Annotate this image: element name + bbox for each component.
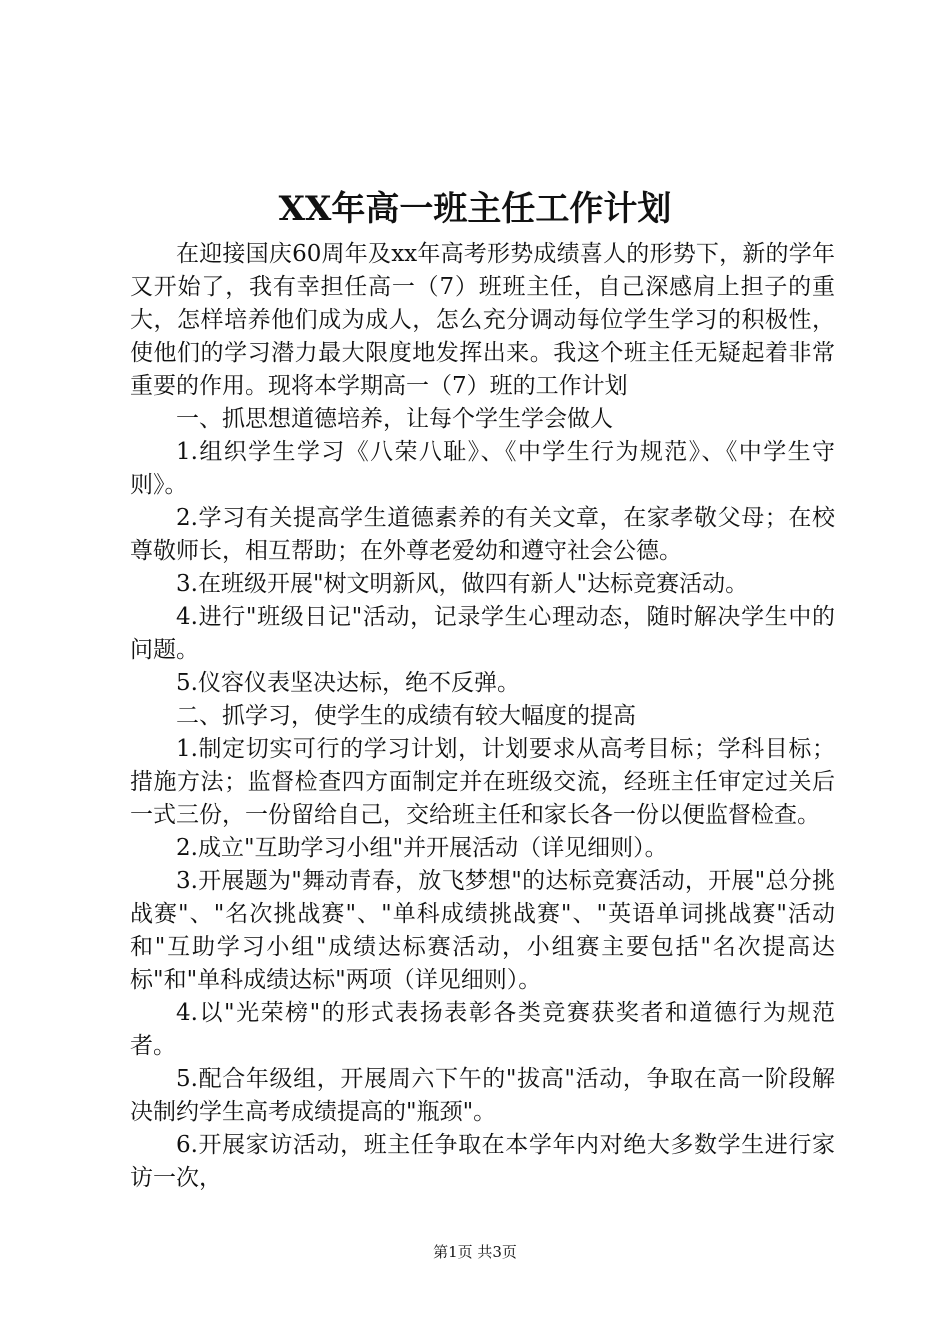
list-item: 6.开展家访活动，班主任争取在本学年内对绝大多数学生进行家访一次， [130,1132,835,1191]
list-item: 4.进行"班级日记"活动，记录学生心理动态，随时解决学生中的问题。 [130,604,835,663]
list-item: 2.学习有关提高学生道德素养的有关文章，在家孝敬父母；在校尊敬师长，相互帮助；在外尊老爱幼和遵守社会公德。 [130,505,835,564]
page-number-footer: 第1页 共3页 [433,1243,517,1261]
list-item: 3.开展题为"舞动青春，放飞梦想"的达标竞赛活动，开展"总分挑战赛"、"名次挑战赛"、"单科成绩挑战赛"、"英语单词挑战赛"活动和"互助学习小组"成绩达标赛活动，小组赛主要包括"名次提高达标"和"单科成绩达标"两项（详见细则）。 [130,868,835,993]
list-item: 3.在班级开展"树文明新风，做四有新人"达标竞赛活动。 [176,571,749,597]
section-heading-study: 二、抓学习，使学生的成绩有较大幅度的提高 [176,703,636,729]
list-item: 4.以"光荣榜"的形式表扬表彰各类竞赛获奖者和道德行为规范者。 [130,1000,835,1059]
document-title: XX年高一班主任工作计划 [278,189,672,229]
list-item: 1.组织学生学习《八荣八耻》、《中学生行为规范》、《中学生守则》。 [130,439,835,498]
section-heading-moral: 一、抓思想道德培养，让每个学生学会做人 [176,406,613,432]
list-item: 5.仪容仪表坚决达标，绝不反弹。 [176,670,520,696]
list-item: 5.配合年级组，开展周六下午的"拔高"活动，争取在高一阶段解决制约学生高考成绩提高的"瓶颈"。 [130,1066,835,1125]
list-item: 1.制定切实可行的学习计划，计划要求从高考目标；学科目标；措施方法；监督检查四方面制定并在班级交流，经班主任审定过关后一式三份，一份留给自己，交给班主任和家长各一份以便监督检查。 [130,736,835,828]
list-item: 2.成立"互助学习小组"并开展活动（详见细则）。 [176,835,668,861]
document-body [130,238,835,1195]
intro-paragraph: 在迎接国庆60周年及xx年高考形势成绩喜人的形势下，新的学年又开始了，我有幸担任高一（7）班班主任，自己深感肩上担子的重大，怎样培养他们成为成人，怎么充分调动每位学生学习的积极性，使他们的学习潜力最大限度地发挥出来。我这个班主任无疑起着非常重要的作用。现将本学期高一（7）班的工作计划 [130,241,835,399]
